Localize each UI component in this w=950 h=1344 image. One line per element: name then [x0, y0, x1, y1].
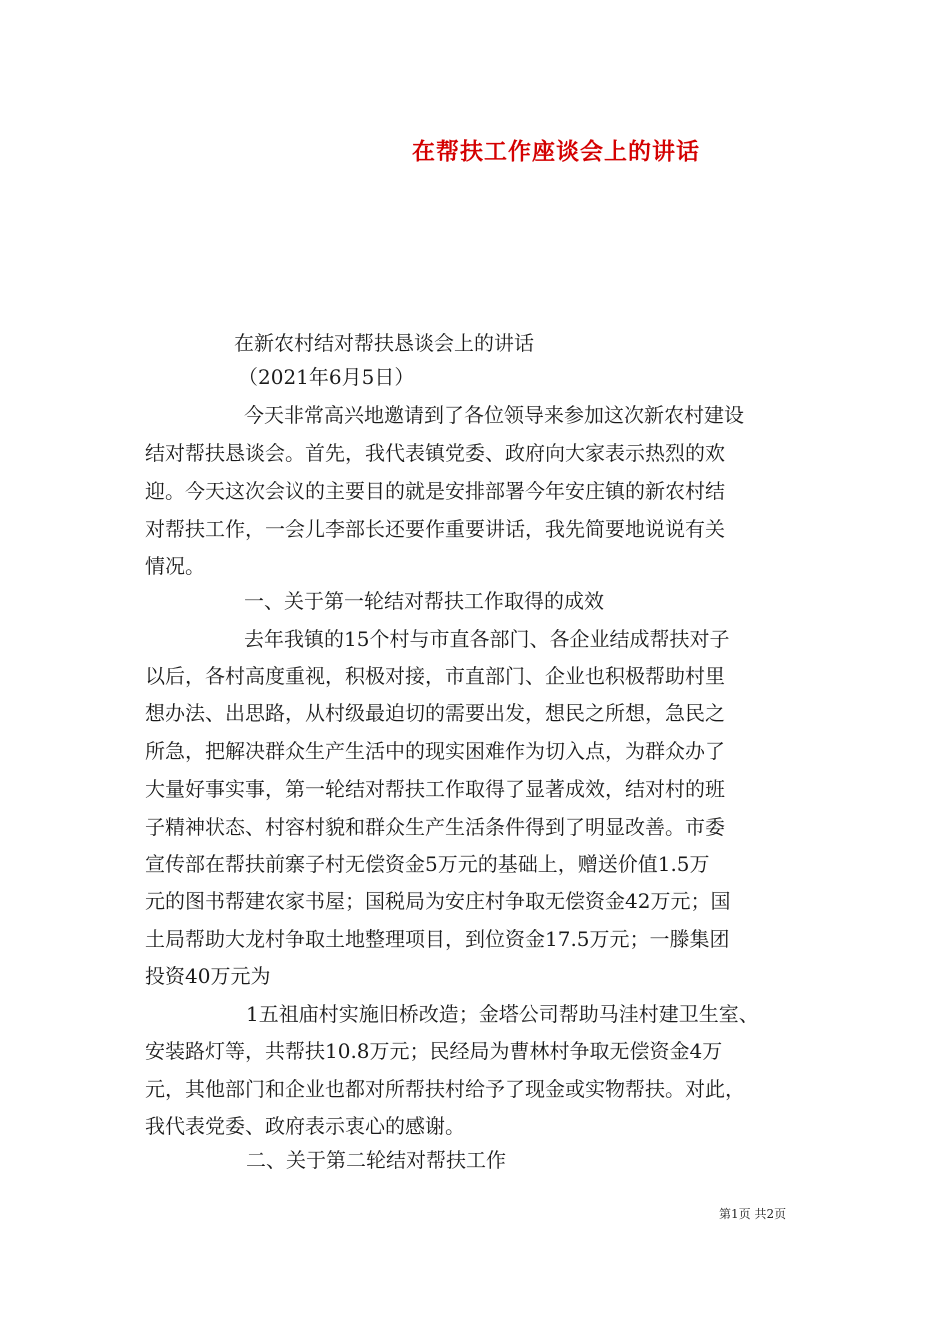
paragraph-2-line: 土局帮助大龙村争取土地整理项目，到位资金17.5万元；一滕集团 — [145, 927, 730, 951]
speech-date: （2021年6月5日） — [238, 365, 415, 389]
paragraph-2-line: 投资40万元为 — [145, 964, 271, 988]
paragraph-1-line: 结对帮扶恳谈会。首先，我代表镇党委、政府向大家表示热烈的欢 — [145, 441, 725, 465]
paragraph-2-line: 元的图书帮建农家书屋；国税局为安庄村争取无偿资金42万元；国 — [145, 889, 731, 913]
paragraph-2-line: 想办法、出思路，从村级最迫切的需要出发，想民之所想，急民之 — [145, 701, 725, 725]
speech-subtitle: 在新农村结对帮扶恳谈会上的讲话 — [234, 331, 534, 355]
paragraph-3-line: 1五祖庙村实施旧桥改造；金塔公司帮助马洼村建卫生室、 — [246, 1002, 759, 1026]
paragraph-2-line: 大量好事实事，第一轮结对帮扶工作取得了显著成效，结对村的班 — [145, 777, 725, 801]
paragraph-1-line: 情况。 — [145, 554, 205, 578]
paragraph-2-line: 子精神状态、村容村貌和群众生产生活条件得到了明显改善。市委 — [145, 815, 725, 839]
paragraph-2-line: 以后，各村高度重视，积极对接，市直部门、企业也积极帮助村里 — [145, 664, 725, 688]
paragraph-2-line: 宣传部在帮扶前寨子村无偿资金5万元的基础上，赠送价值1.5万 — [145, 852, 710, 876]
paragraph-2-line: 所急，把解决群众生产生活中的现实困难作为切入点，为群众办了 — [145, 739, 725, 763]
section-heading-2: 二、关于第二轮结对帮扶工作 — [246, 1148, 506, 1172]
paragraph-1-line: 今天非常高兴地邀请到了各位领导来参加这次新农村建设 — [244, 403, 744, 427]
paragraph-3-line: 安装路灯等，共帮扶10.8万元；民经局为曹林村争取无偿资金4万 — [145, 1039, 723, 1063]
document-title: 在帮扶工作座谈会上的讲话 — [412, 138, 700, 165]
paragraph-1-line: 迎。今天这次会议的主要目的就是安排部署今年安庄镇的新农村结 — [145, 479, 725, 503]
paragraph-3-line: 元，其他部门和企业也都对所帮扶村给予了现金或实物帮扶。对此， — [145, 1077, 745, 1101]
paragraph-1-line: 对帮扶工作，一会儿李部长还要作重要讲话，我先简要地说说有关 — [145, 517, 725, 541]
paragraph-2-line: 去年我镇的15个村与市直各部门、各企业结成帮扶对子 — [244, 627, 730, 651]
paragraph-3-line: 我代表党委、政府表示衷心的感谢。 — [145, 1114, 465, 1138]
page-number: 第1页 共2页 — [719, 1207, 787, 1221]
section-heading-1: 一、关于第一轮结对帮扶工作取得的成效 — [244, 589, 604, 613]
